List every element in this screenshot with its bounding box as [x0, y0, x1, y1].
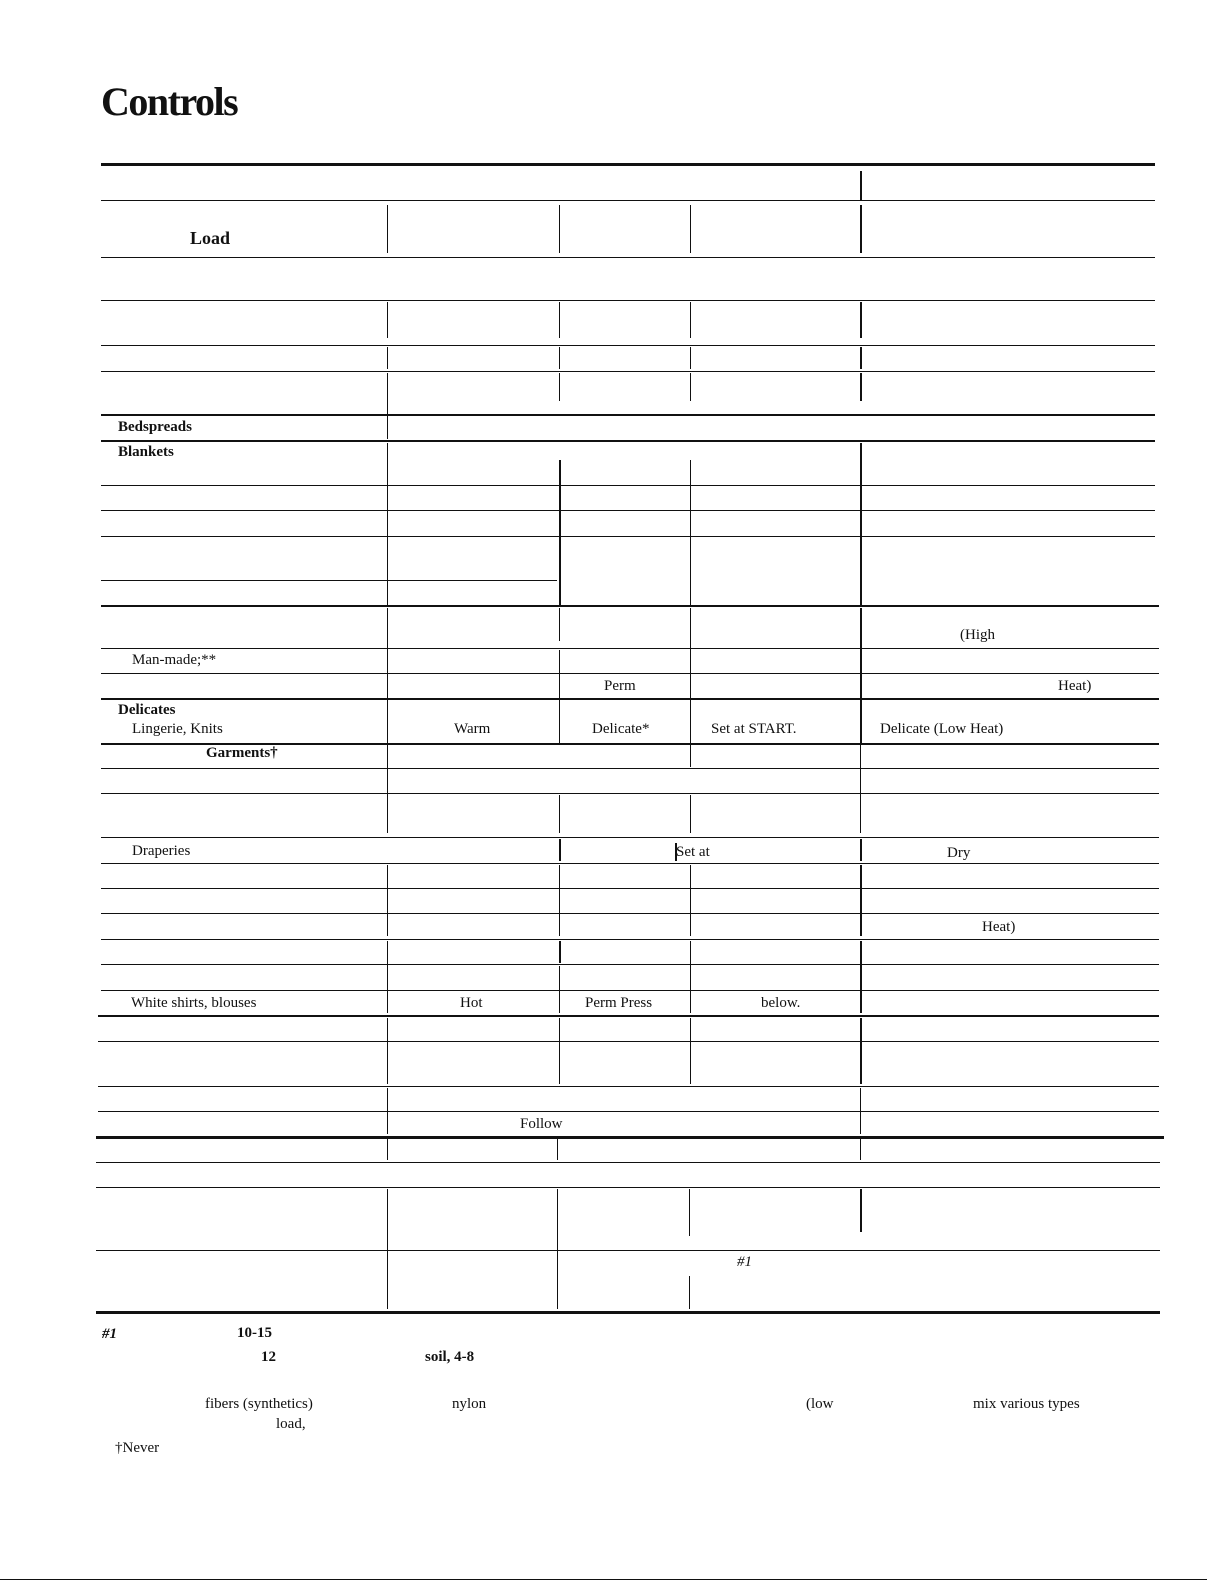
col-rule — [860, 1088, 861, 1134]
footnote-4-never: †Never — [115, 1440, 160, 1456]
col-rule — [860, 373, 862, 401]
rule-top — [101, 163, 1155, 166]
col-rule — [690, 745, 691, 767]
col-rule — [860, 443, 862, 605]
rule — [101, 673, 1159, 674]
col-rule — [690, 795, 691, 833]
col-rule — [690, 347, 691, 369]
rule — [101, 605, 1159, 607]
rule — [101, 485, 1155, 486]
col-rule — [860, 302, 862, 338]
col-rule — [559, 608, 560, 641]
footnote-1-soil: soil, 4-8 — [425, 1349, 475, 1365]
col-rule — [860, 839, 862, 861]
rule — [101, 345, 1155, 346]
cell-perm-press: Perm Press — [585, 995, 653, 1011]
rule — [101, 837, 1159, 838]
cell-follow: Follow — [520, 1116, 563, 1132]
cell-delicate-low-heat: Delicate (Low Heat) — [880, 721, 1004, 737]
rule — [101, 300, 1155, 301]
cell-dry: Dry — [947, 845, 971, 861]
cell-high: (High — [960, 627, 995, 643]
col-rule — [559, 966, 560, 1013]
row-garments: Garments† — [206, 745, 278, 761]
rule — [98, 1111, 1159, 1112]
col-rule — [559, 347, 560, 369]
rule — [96, 1187, 1160, 1188]
cell-heat: Heat) — [1058, 678, 1092, 694]
col-rule — [690, 373, 691, 401]
footnote-1-mark: #1 — [102, 1326, 117, 1342]
rule — [101, 939, 1159, 940]
rule — [96, 1250, 1160, 1251]
rule — [101, 768, 1159, 769]
rule — [101, 990, 1159, 991]
rule — [101, 913, 1159, 914]
col-rule — [387, 443, 388, 605]
cell-set-at: Set at — [676, 844, 710, 860]
col-rule — [387, 1018, 388, 1084]
header-load: Load — [190, 228, 231, 248]
col-rule — [860, 865, 862, 936]
col-rule — [860, 171, 862, 201]
col-rule — [557, 1189, 558, 1309]
col-rule — [860, 347, 862, 369]
col-rule — [559, 650, 560, 743]
rule — [101, 200, 1155, 201]
footnote-2-low: (low — [806, 1396, 834, 1412]
rule — [101, 698, 1159, 700]
rule — [101, 536, 1155, 537]
col-rule — [387, 347, 388, 369]
row-man-made: Man-made;** — [132, 652, 217, 668]
col-rule — [689, 1189, 690, 1236]
rule — [101, 371, 1155, 372]
row-bedspreads: Bedspreads — [118, 419, 192, 435]
row-white-shirts: White shirts, blouses — [131, 995, 257, 1011]
rule — [101, 580, 557, 581]
col-rule — [387, 1189, 388, 1309]
rule — [98, 1086, 1159, 1087]
footnote-1-value: 12 — [261, 1349, 276, 1365]
col-rule — [557, 1139, 558, 1160]
col-rule — [690, 941, 691, 1013]
rule — [96, 1162, 1160, 1163]
col-rule — [387, 1088, 388, 1134]
rule — [101, 888, 1159, 889]
rule — [98, 1015, 1159, 1017]
row-lingerie-knits: Lingerie, Knits — [132, 721, 223, 737]
cell-hot: Hot — [460, 995, 483, 1011]
col-rule — [690, 865, 691, 936]
rule — [96, 1136, 1164, 1139]
col-rule — [387, 608, 388, 743]
col-rule — [559, 373, 560, 401]
col-rule — [387, 941, 388, 1013]
rule — [98, 1041, 1159, 1042]
col-rule — [559, 795, 560, 833]
col-rule — [860, 1189, 862, 1232]
rule — [101, 648, 1159, 649]
footnote-2-mix: mix various types — [973, 1396, 1080, 1412]
rule — [101, 440, 1155, 442]
cell-perm: Perm — [604, 678, 636, 694]
footnote-1-range: 10-15 — [237, 1325, 272, 1341]
col-rule — [860, 205, 862, 253]
col-rule — [690, 205, 691, 253]
col-rule — [690, 608, 691, 743]
col-rule — [559, 205, 560, 253]
col-rule — [387, 745, 388, 833]
footnote-3-load: load, — [276, 1416, 306, 1432]
page-title: Controls — [101, 79, 238, 124]
row-delicates: Delicates — [118, 702, 176, 718]
col-rule — [387, 373, 388, 439]
page-bottom-rule — [0, 1579, 1207, 1580]
col-rule — [559, 302, 560, 338]
col-rule — [690, 460, 691, 605]
rule — [101, 964, 1159, 965]
col-rule — [860, 1018, 862, 1084]
col-rule — [559, 460, 561, 605]
rule-bottom — [96, 1311, 1160, 1314]
row-blankets: Blankets — [118, 444, 174, 460]
col-rule — [860, 745, 861, 833]
col-rule — [690, 1018, 691, 1084]
col-rule — [860, 941, 862, 1013]
footnote-2-fibers: fibers (synthetics) — [205, 1396, 313, 1412]
rule — [101, 257, 1155, 258]
col-rule — [559, 941, 561, 963]
col-rule — [559, 839, 561, 861]
cell-note-ref: #1 — [737, 1254, 752, 1270]
rule — [101, 414, 1155, 416]
col-rule — [559, 865, 560, 936]
cell-set-at-start: Set at START. — [711, 721, 797, 737]
cell-warm: Warm — [454, 721, 491, 737]
footnote-2-nylon: nylon — [452, 1396, 487, 1412]
col-rule — [387, 205, 388, 253]
col-rule — [559, 1018, 560, 1084]
rule — [101, 793, 1159, 794]
col-rule — [387, 1139, 388, 1160]
col-rule — [690, 302, 691, 338]
col-rule — [387, 302, 388, 338]
col-rule — [387, 865, 388, 936]
cell-delicate: Delicate* — [592, 721, 650, 737]
cell-below: below. — [761, 995, 801, 1011]
rule — [101, 863, 1159, 864]
cell-heat-2: Heat) — [982, 919, 1016, 935]
rule — [101, 510, 1155, 511]
col-rule — [860, 608, 862, 743]
row-draperies: Draperies — [132, 843, 191, 859]
col-rule — [689, 1276, 690, 1309]
col-rule — [860, 1139, 861, 1160]
